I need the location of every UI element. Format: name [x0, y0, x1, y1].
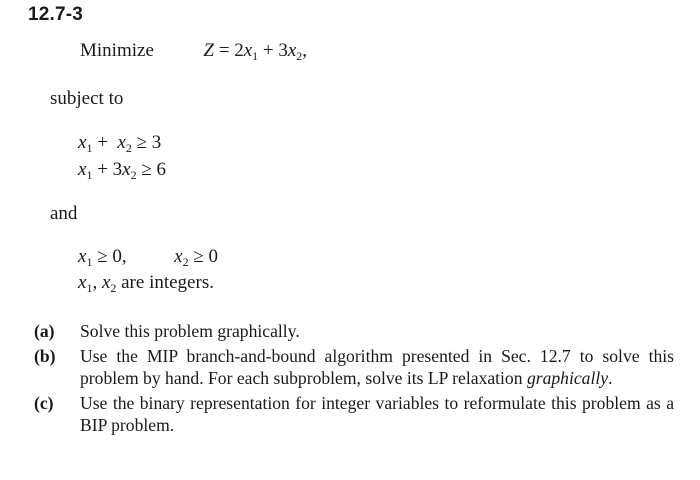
part-c-label: (c) — [34, 393, 54, 413]
part-c — [34, 392, 674, 436]
problem-parts — [34, 320, 674, 439]
objective-lhs: Z — [203, 40, 214, 61]
objective-verb: Minimize — [80, 40, 154, 61]
integer-line: $x_1$, $x_2$ are integers. — [78, 272, 214, 295]
problem-number: 12.7-3 — [28, 4, 84, 25]
and-label: and — [50, 203, 78, 224]
subject-to-label: subject to — [50, 88, 124, 109]
part-a-label: (a) — [34, 321, 55, 341]
nonnegativity-line: $x_1 \ge 0$, $x_2 \ge 0$ — [78, 246, 218, 269]
part-b-emphasis: graphically — [526, 368, 609, 388]
part-b — [34, 345, 674, 389]
constraint-1: $x_1 + x_2 \ge 3$ — [78, 132, 162, 155]
part-a — [34, 320, 674, 342]
part-c-text: Use the binary representation for integer variables to reformulate this problem as a BIP problem. — [80, 393, 674, 435]
part-b-label: (b) — [34, 346, 56, 366]
objective-line: Minimize $Z = 2x_1 + 3x_2$, — [80, 40, 308, 63]
part-a-text: Solve this problem graphically. — [80, 321, 300, 341]
part-b-text: Use the MIP branch-and-bound algorithm presented in Sec. 12.7 to solve this problem by hand. For each subproblem, solve its LP relaxation graphically. — [80, 346, 674, 388]
constraint-2: $x_1 + 3x_2 \ge 6$ — [78, 159, 167, 182]
